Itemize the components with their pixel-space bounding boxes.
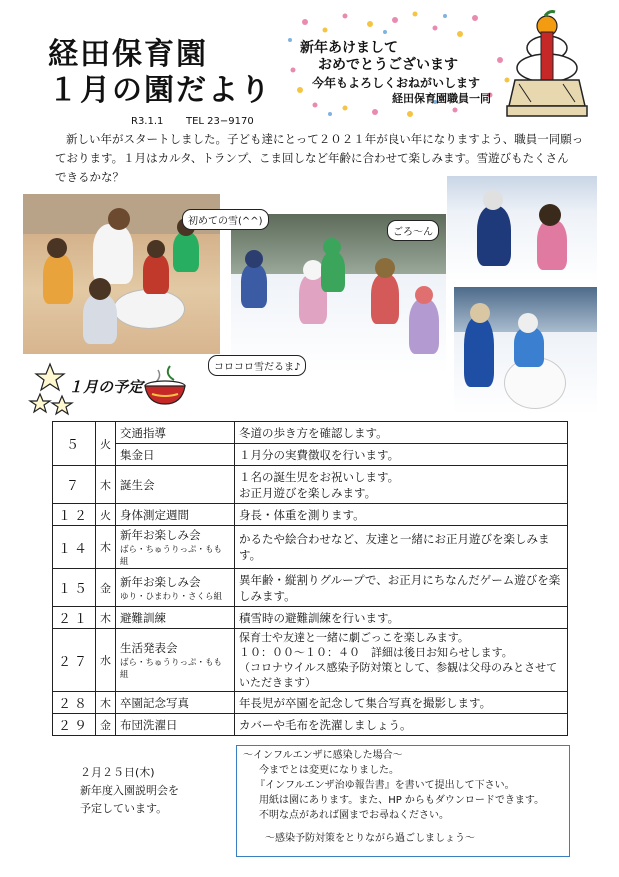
schedule-dow: 火 [96,422,116,466]
schedule-dow: 金 [96,569,116,607]
orientation-line-2: 新年度入園説明会を [80,784,179,797]
ozoni-bowl-icon [140,364,190,410]
schedule-event: 新年お楽しみ会 [120,574,201,589]
newsletter-title: １月の園だより [48,73,272,108]
schedule-desc: 身長・体重を測ります。 [235,504,568,526]
schedule-day: １２ [53,504,96,526]
notice-title: 〜インフルエンザに感染した場合〜 [243,750,403,761]
table-row [53,629,568,692]
influenza-notice-box [236,745,570,857]
schedule-desc: 異年齢・縦割りグループで、お正月にちなんだゲーム遊びを楽しみます。 [235,569,568,607]
schedule-table [52,421,568,736]
notice-line-1: 今までとは変更になりました。 [259,765,399,776]
schedule-dow: 水 [96,629,116,692]
orientation-line-3: 予定しています。 [80,802,168,815]
schedule-day: ７ [53,466,96,504]
school-name: 経田保育園 [48,37,208,72]
table-row [53,607,568,629]
bubble-first-snow: 初めての雪(^^) [182,209,269,230]
intro-line-1: 新しい年がスタートしました。子ども達にとって２０２１年が良い年になりますよう、職員一同願っ [66,132,584,146]
issue-date: R3.1.1 [131,116,164,127]
greeting-line-2: おめでとうございます [318,57,458,73]
schedule-dow: 木 [96,692,116,714]
intro-line-3: できるかな？ [55,170,124,184]
schedule-event: 交通指導 [116,422,235,444]
schedule-dow: 木 [96,466,116,504]
schedule-event-classes: ばら・ちゅうりっぷ・もも組 [120,658,223,680]
table-row [53,692,568,714]
schedule-dow: 金 [96,714,116,736]
photo-snowman [454,287,597,414]
schedule-event-cell [116,569,235,607]
table-row [53,422,568,444]
schedule-event: 誕生会 [116,466,235,504]
table-row [53,569,568,607]
schedule-event-cell [116,526,235,569]
schedule-day: １４ [53,526,96,569]
schedule-day: ２９ [53,714,96,736]
schedule-desc: 保育士や友達と一緒に劇ごっこを楽しみます。 １０：００〜１０：４０ 詳細は後日お知らせします。 （コロナウイルス感染予防対策として、参観は父母のみとさせていただきます） [235,629,568,692]
notice-closing: 〜感染予防対策をとりながら過ごしましょう〜 [265,833,475,844]
schedule-event-classes: ばら・ちゅうりっぷ・もも組 [120,545,223,567]
notice-line-3: 用紙は園にあります。また、HP からもダウンロードできます。 [259,795,545,806]
photo-rolling-in-snow [447,176,597,282]
bubble-rolling: ごろ〜ん [387,220,439,241]
schedule-desc: カバーや毛布を洗濯しましょう。 [235,714,568,736]
schedule-desc: 年長児が卒園を記念して集合写真を撮影します。 [235,692,568,714]
schedule-desc: かるたや絵合わせなど、友達と一緒にお正月遊びを楽しみます。 [235,526,568,569]
schedule-day: ５ [53,422,96,466]
schedule-desc: 冬道の歩き方を確認します。 [235,422,568,444]
schedule-desc: １月分の実費徴収を行います。 [235,444,568,466]
schedule-event: 集金日 [116,444,235,466]
phone-number: TEL 23−9170 [186,116,254,127]
table-row [53,714,568,736]
schedule-day: ２１ [53,607,96,629]
notice-line-4: 不明な点があれば園までお尋ねください。 [259,810,449,821]
table-row [53,504,568,526]
schedule-day: ２７ [53,629,96,692]
schedule-event: 卒園記念写真 [116,692,235,714]
schedule-event: 新年お楽しみ会 [120,528,201,542]
greeting-line-1: 新年あけまして [300,40,398,56]
schedule-event: 生活発表会 [120,641,178,655]
schedule-day: ２８ [53,692,96,714]
schedule-dow: 木 [96,526,116,569]
schedule-event: 避難訓練 [116,607,235,629]
schedule-dow: 火 [96,504,116,526]
notice-line-2: 『インフルエンザ治ゆ報告書』を書いて提出して下さい。 [255,780,515,791]
table-row [53,444,568,466]
schedule-event: 布団洗濯日 [116,714,235,736]
schedule-day: １５ [53,569,96,607]
bubble-snowman: コロコロ雪だるま♪ [208,355,306,376]
schedule-desc: 積雪時の避難訓練を行います。 [235,607,568,629]
schedule-event: 身体測定週間 [116,504,235,526]
schedule-dow: 木 [96,607,116,629]
schedule-desc: １名の誕生児をお祝いします。 お正月遊びを楽しみます。 [235,466,568,504]
orientation-date: ２月２５日(木) [80,766,155,779]
schedule-event-cell [116,629,235,692]
schedule-heading: １月の予定 [68,378,144,396]
orientation-notice [80,764,179,818]
table-row [53,466,568,504]
schedule-event-classes: ゆり・ひまわり・さくら組 [120,591,223,602]
greeting-line-3: 今年もよろしくおねがいします [312,76,481,90]
kagami-mochi-icon [505,8,590,123]
intro-line-2: ております。１月はカルタ、トランプ、こま回しなど年齢に合わせて楽しみます。雪遊びもたくさん [55,151,569,165]
greeting-signature: 経田保育園職員一同 [392,92,491,105]
table-row [53,526,568,569]
